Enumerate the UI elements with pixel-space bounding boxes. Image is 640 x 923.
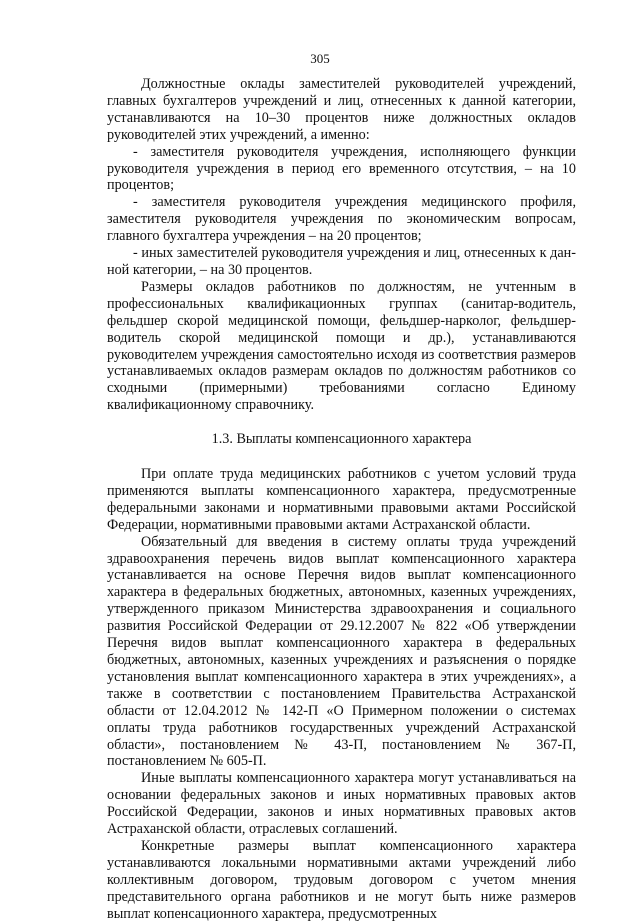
paragraph-unaccounted-positions: Размеры окладов работников по должностям, не учтенным в профессиональных квалификационных группах (санитар-водитель, фельдшер скорой медицинской помощи, фельдшер-нарколог, фельдшер-водитель скорой медицинской помощи и др.), устанавливаются руководителем учреждения самостоятельно исходя из соответствия размеров устанавливаемых окладов размерам окладов по должностям работников со сходными (примерными) требованиями согласно Единому квалификационному справочнику. xyxy=(107,278,576,414)
paragraph-deputy-salaries: Должностные оклады заместителей руководителей учреждений, главных бухгалтеров учреждений и лиц, отнесенных к данной категории, устанавливаются на 10–30 процентов ниже должностных окладов руководителей этих учреждений, а именно: xyxy=(107,76,576,143)
page-number: 305 xyxy=(310,51,330,66)
paragraph-mandatory-list: Обязательный для введения в систему оплаты труда учреждений здравоохранения перечень видов выплат компенсационного характера устанавливается на основе Перечня видов выплат компенсационного характера в федеральных бюджетных, автономных, казенных учреждениях, утвержденного приказом Министерства здравоохранения и социального развития Российской Федерации от 29.12.2007 № 822 «Об утверждении Перечня видов выплат компенсационного характера в федеральных бюджетных, автономных, казенных учреждениях и разъяснения о порядке установления выплат компенсационного характера в этих учреждениях», а также в соответствии с постановлением Правительства Астраханской области от 12.04.2012 № 142-П «О Примерном положении о системах оплаты труда работников государственных учреждений Астраханской области», постановлением № 43-П, постановлением № 367-П, постановлением № 605-П. xyxy=(107,533,576,770)
paragraph-compensation-payments: При оплате труда медицинских работников с учетом условий труда применяются выплаты компенсационного характера, предусмотренные федеральными законами и нормативными правовыми актами Российской Федерации, нормативными правовыми актами Астраханской области. xyxy=(107,466,576,533)
document-body xyxy=(107,76,576,923)
paragraph-other-payments: Иные выплаты компенсационного характера могут устанавливаться на основании федеральных законов и иных нормативных правовых актов Российской Федерации, законов и иных нормативных правовых актов Астраханской области, отраслевых соглашений. xyxy=(107,770,576,838)
section-heading: 1.3. Выплаты компенсационного характера xyxy=(211,431,472,448)
list-item-deputy-medical-profile: - заместителя руководителя учреждения медицинского профиля, заместителя руководителя учреждения по экономическим вопросам, главного бухгалтера учреждения – на 20 процентов; xyxy=(107,194,576,245)
list-item-other-deputies: - иных заместителей руководителя учреждения и лиц, отнесенных к данной категории, – на 30 процентов. xyxy=(107,245,576,278)
paragraph-specific-amounts: Конкретные размеры выплат компенсационного характера устанавливаются локальными нормативными актами учреждений либо коллективным договором, трудовым договором с учетом мнения представительного органа работников и не могут быть ниже размеров выплат копенсационного характера, предусмотренных xyxy=(107,837,576,922)
list-item-deputy-acting-head: - заместителя руководителя учреждения, исполняющего функции руководителя учреждения в период его временного отсутствия, – на 10 процентов; xyxy=(107,143,576,194)
